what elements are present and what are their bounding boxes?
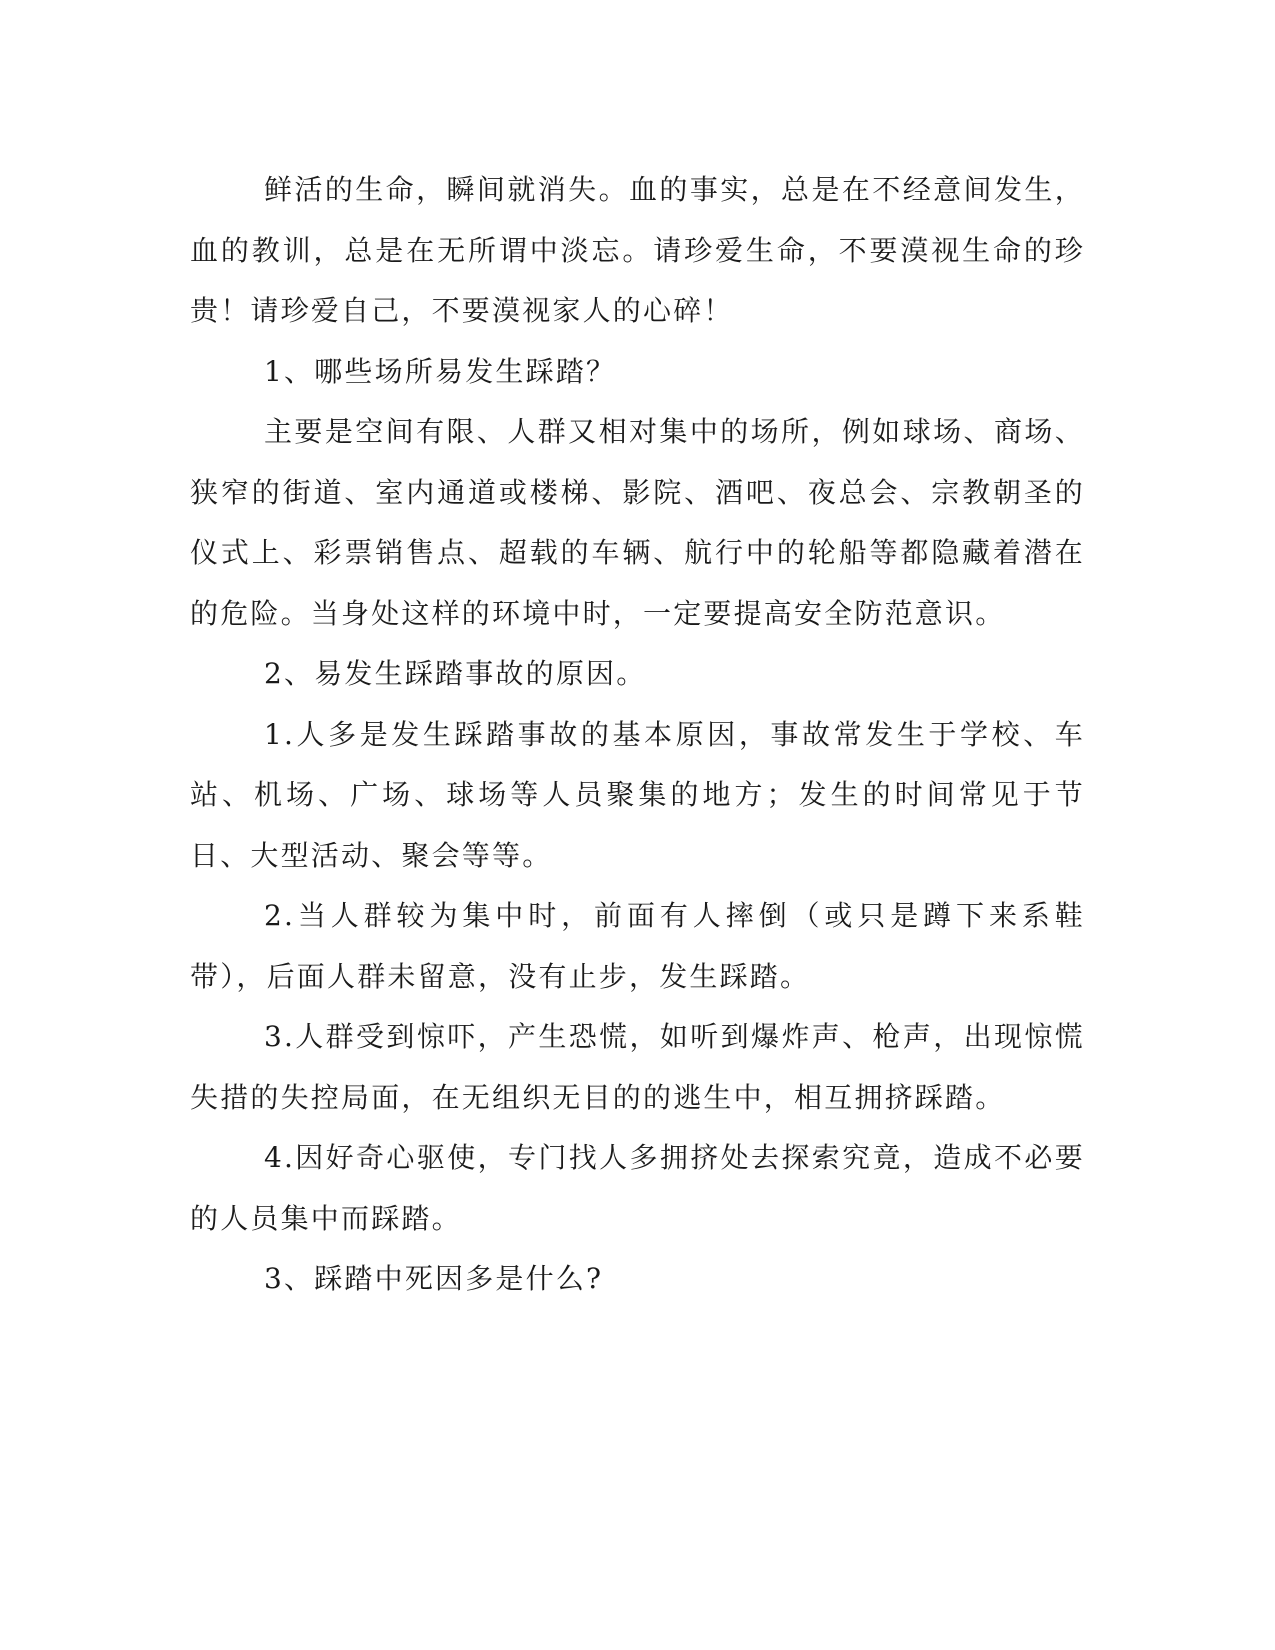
- cause-item-1: 1.人多是发生踩踏事故的基本原因，事故常发生于学校、车站、机场、广场、球场等人员聚集的地方；发生的时间常见于节日、大型活动、聚会等等。: [190, 717, 1085, 872]
- section-heading-3: 3、踩踏中死因多是什么?: [264, 1262, 604, 1295]
- cause-item-3: 3.人群受到惊吓，产生恐慌，如听到爆炸声、枪声，出现惊慌失措的失控局面，在无组织无目的的逃生中，相互拥挤踩踏。: [190, 1020, 1085, 1114]
- section-heading-1: 1、哪些场所易发生踩踏？: [264, 354, 617, 388]
- cause-item-2: 2.当人群较为集中时，前面有人摔倒（或只是蹲下来系鞋带），后面人群未留意，没有止步，发生踩踏。: [190, 899, 1085, 993]
- places-paragraph: 主要是空间有限、人群又相对集中的场所，例如球场、商场、狭窄的街道、室内通道或楼梯、影院、酒吧、夜总会、宗教朝圣的仪式上、彩票销售点、超载的车辆、航行中的轮船等都隐藏着潜在的危险。当身处这样的环境中时，一定要提高安全防范意识。: [190, 415, 1085, 630]
- intro-paragraph: 鲜活的生命，瞬间就消失。血的事实，总是在不经意间发生，血的教训，总是在无所谓中淡忘。请珍爱生命，不要漠视生命的珍贵！请珍爱自己，不要漠视家人的心碎！: [190, 173, 1085, 327]
- section-heading-2: 2、易发生踩踏事故的原因。: [264, 657, 647, 690]
- document-body: [190, 160, 1085, 1310]
- cause-item-4: 4.因好奇心驱使，专门找人多拥挤处去探索究竟，造成不必要的人员集中而踩踏。: [190, 1141, 1085, 1235]
